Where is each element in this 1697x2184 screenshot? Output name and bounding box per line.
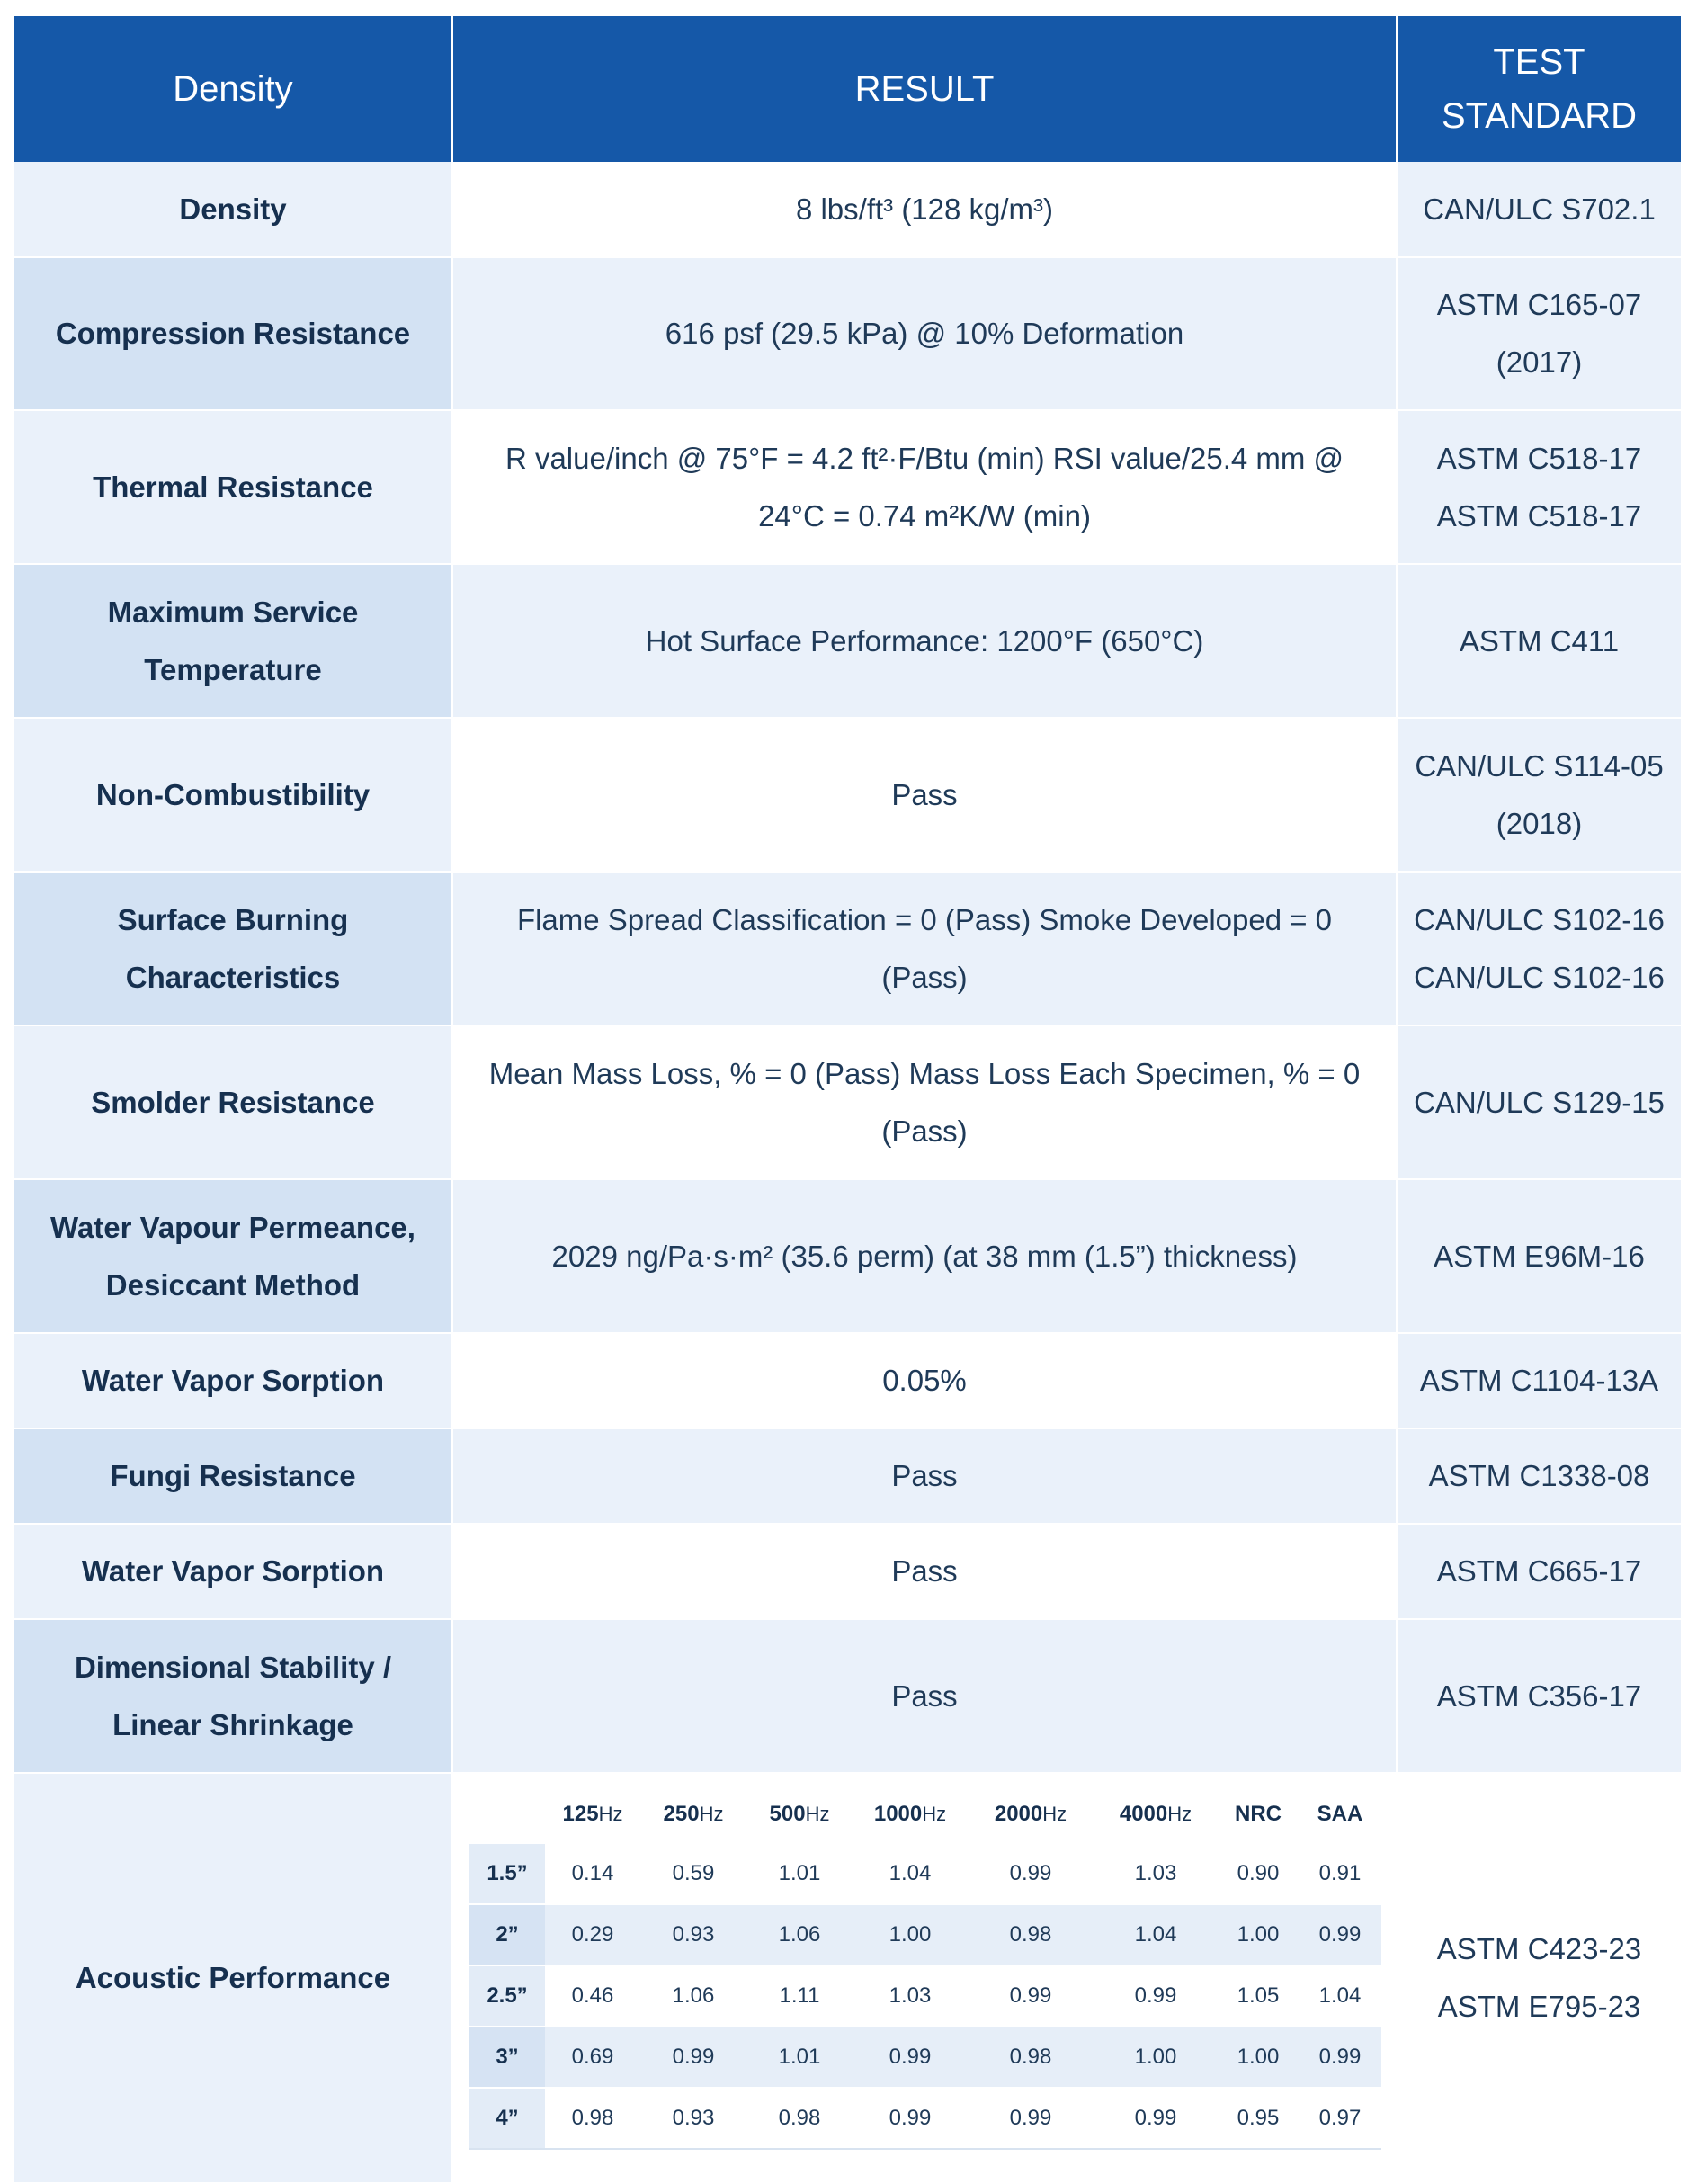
- acoustic-value-cell: 1.04: [1094, 1904, 1218, 1965]
- acoustic-col-header: [853, 1785, 968, 1844]
- standard-line: CAN/ULC S702.1: [1423, 192, 1656, 226]
- acoustic-col-header: [746, 1785, 853, 1844]
- standard-line: CAN/ULC S129-15: [1414, 1085, 1665, 1119]
- acoustic-value-cell: 1.01: [746, 1844, 853, 1904]
- acoustic-value-cell: 0.99: [968, 1965, 1094, 2027]
- table-row: [14, 564, 1681, 718]
- acoustic-value-cell: 0.98: [545, 2088, 640, 2149]
- result-cell: 2029 ng/Pa·s·m² (35.6 perm) (at 38 mm (1.5”) thickness): [452, 1179, 1397, 1333]
- acoustic-col-num: 125: [562, 1802, 599, 1826]
- acoustic-value-cell: 1.06: [640, 1965, 746, 2027]
- result-cell: 8 lbs/ft³ (128 kg/m³): [452, 162, 1397, 257]
- acoustic-value-cell: 1.06: [746, 1904, 853, 1965]
- acoustic-value-cell: 0.91: [1299, 1844, 1381, 1904]
- acoustic-table: [469, 1785, 1381, 2150]
- standard-cell: [1397, 1179, 1681, 1333]
- acoustic-col-num: 1000: [873, 1802, 923, 1826]
- result-cell: Mean Mass Loss, % = 0 (Pass) Mass Loss Each Specimen, % = 0 (Pass): [452, 1025, 1397, 1179]
- standard-cell: [1397, 410, 1681, 564]
- acoustic-value-cell: 0.93: [640, 2088, 746, 2149]
- result-cell: 0.05%: [452, 1333, 1397, 1428]
- property-cell: Smolder Resistance: [14, 1025, 452, 1179]
- acoustic-row: [14, 1773, 1681, 2183]
- acoustic-value-cell: 1.04: [853, 1844, 968, 1904]
- standard-cell: [1397, 257, 1681, 410]
- acoustic-value-cell: 0.98: [968, 2027, 1094, 2088]
- header-row: [14, 16, 1681, 162]
- standard-line: ASTM C356-17: [1436, 1678, 1642, 1713]
- standard-line: ASTM E795-23: [1437, 1990, 1641, 2023]
- acoustic-value-cell: 1.00: [853, 1904, 968, 1965]
- acoustic-value-cell: 0.99: [853, 2088, 968, 2149]
- acoustic-value-cell: 0.99: [1094, 1965, 1218, 2027]
- header-property: Density: [14, 16, 452, 162]
- acoustic-col-header: [1094, 1785, 1218, 1844]
- header-test-standard-line2: STANDARD: [1441, 96, 1638, 136]
- standard-line: CAN/ULC S102-16: [1414, 960, 1665, 994]
- acoustic-col-num: SAA: [1317, 1802, 1363, 1826]
- acoustic-thickness-label: 2”: [469, 1904, 545, 1965]
- acoustic-thickness-label: 2.5”: [469, 1965, 545, 2027]
- table-row: [14, 257, 1681, 410]
- acoustic-thickness-label: 4”: [469, 2088, 545, 2149]
- standard-line: CAN/ULC S114-05: [1415, 748, 1664, 783]
- table-row: [14, 1025, 1681, 1179]
- table-row: [14, 1428, 1681, 1524]
- acoustic-col-unit: Hz: [1042, 1803, 1067, 1825]
- standard-cell: [1397, 564, 1681, 718]
- result-cell: Pass: [452, 1524, 1397, 1619]
- acoustic-value-cell: 0.93: [640, 1904, 746, 1965]
- acoustic-value-cell: 0.99: [640, 2027, 746, 2088]
- acoustic-value-cell: 1.00: [1094, 2027, 1218, 2088]
- acoustic-value-cell: 1.01: [746, 2027, 853, 2088]
- acoustic-value-cell: 0.46: [545, 1965, 640, 2027]
- acoustic-col-num: NRC: [1235, 1802, 1282, 1826]
- acoustic-value-cell: 0.59: [640, 1844, 746, 1904]
- acoustic-col-header: [640, 1785, 746, 1844]
- acoustic-value-cell: 1.05: [1218, 1965, 1299, 2027]
- standard-cell: [1397, 1428, 1681, 1524]
- standard-cell: [1397, 162, 1681, 257]
- standard-cell: [1397, 1773, 1681, 2183]
- acoustic-col-num: 2000: [994, 1802, 1043, 1826]
- property-cell: Density: [14, 162, 452, 257]
- acoustic-col-num: 500: [769, 1802, 806, 1826]
- acoustic-data-row: [469, 1904, 1381, 1965]
- acoustic-value-cell: 1.11: [746, 1965, 853, 2027]
- standard-cell: [1397, 718, 1681, 872]
- table-row: [14, 1524, 1681, 1619]
- acoustic-value-cell: 0.98: [968, 1904, 1094, 1965]
- header-test-standard: [1397, 16, 1681, 162]
- acoustic-data-row: [469, 1965, 1381, 2027]
- acoustic-col-unit: Hz: [922, 1803, 947, 1825]
- spec-table: [14, 16, 1681, 2184]
- result-cell: Pass: [452, 1428, 1397, 1524]
- acoustic-header-row: [469, 1785, 1381, 1844]
- table-row: [14, 1179, 1681, 1333]
- acoustic-col-header: [1299, 1785, 1381, 1844]
- acoustic-value-cell: 0.14: [545, 1844, 640, 1904]
- acoustic-value-cell: 0.99: [968, 2088, 1094, 2149]
- acoustic-value-cell: 0.95: [1218, 2088, 1299, 2149]
- result-cell: 616 psf (29.5 kPa) @ 10% Deformation: [452, 257, 1397, 410]
- standard-line: ASTM C518-17: [1436, 441, 1642, 475]
- property-cell: Compression Resistance: [14, 257, 452, 410]
- result-cell: Pass: [452, 718, 1397, 872]
- acoustic-col-header: [968, 1785, 1094, 1844]
- table-row: [14, 718, 1681, 872]
- result-cell: Hot Surface Performance: 1200°F (650°C): [452, 564, 1397, 718]
- acoustic-value-cell: 1.04: [1299, 1965, 1381, 2027]
- acoustic-col-unit: Hz: [805, 1803, 830, 1825]
- header-test-standard-line1: TEST: [1493, 42, 1585, 82]
- standard-line: (2017): [1496, 345, 1583, 379]
- standard-line: ASTM C411: [1459, 623, 1620, 658]
- acoustic-value-cell: 0.99: [1299, 2027, 1381, 2088]
- acoustic-value-cell: 0.97: [1299, 2088, 1381, 2149]
- acoustic-value-cell: 0.99: [1094, 2088, 1218, 2149]
- table-row: [14, 872, 1681, 1025]
- property-cell: Fungi Resistance: [14, 1428, 452, 1524]
- property-cell: Acoustic Performance: [14, 1773, 452, 2183]
- standard-cell: [1397, 1524, 1681, 1619]
- property-cell: Dimensional Stability / Linear Shrinkage: [14, 1619, 452, 1773]
- acoustic-data-row: [469, 2027, 1381, 2088]
- acoustic-col-unit: Hz: [1167, 1803, 1192, 1825]
- standard-line: ASTM C1104-13A: [1419, 1364, 1659, 1397]
- acoustic-value-cell: 0.99: [968, 1844, 1094, 1904]
- result-cell: Pass: [452, 1619, 1397, 1773]
- acoustic-corner: [469, 1785, 545, 1844]
- acoustic-thickness-label: 3”: [469, 2027, 545, 2088]
- acoustic-col-num: 250: [663, 1802, 700, 1826]
- acoustic-value-cell: 0.29: [545, 1904, 640, 1965]
- acoustic-data-row: [469, 2088, 1381, 2149]
- property-cell: Water Vapour Permeance, Desiccant Method: [14, 1179, 452, 1333]
- acoustic-col-unit: Hz: [598, 1803, 623, 1825]
- standard-line: (2018): [1496, 806, 1583, 840]
- acoustic-value-cell: 1.03: [1094, 1844, 1218, 1904]
- property-cell: Water Vapor Sorption: [14, 1333, 452, 1428]
- standard-line: ASTM C423-23: [1436, 1932, 1642, 1965]
- acoustic-thickness-label: 1.5”: [469, 1844, 545, 1904]
- acoustic-body: [469, 1844, 1381, 2149]
- standard-cell: [1397, 1025, 1681, 1179]
- standard-cell: [1397, 872, 1681, 1025]
- property-cell: Water Vapor Sorption: [14, 1524, 452, 1619]
- spec-table-container: [14, 16, 1681, 2184]
- acoustic-value-cell: 0.99: [853, 2027, 968, 2088]
- header-result: RESULT: [452, 16, 1397, 162]
- standard-cell: [1397, 1333, 1681, 1428]
- acoustic-value-cell: 0.99: [1299, 1904, 1381, 1965]
- result-cell: Flame Spread Classification = 0 (Pass) Smoke Developed = 0 (Pass): [452, 872, 1397, 1025]
- standard-cell: [1397, 1619, 1681, 1773]
- acoustic-value-cell: 1.03: [853, 1965, 968, 2027]
- table-row: [14, 1619, 1681, 1773]
- acoustic-col-num: 4000: [1119, 1802, 1168, 1826]
- standard-line: ASTM C1338-08: [1428, 1459, 1650, 1492]
- acoustic-result-cell: [452, 1773, 1397, 2183]
- standard-line: ASTM C665-17: [1436, 1554, 1642, 1588]
- standard-line: ASTM C518-17: [1436, 498, 1642, 533]
- property-cell: Thermal Resistance: [14, 410, 452, 564]
- acoustic-data-row: [469, 1844, 1381, 1904]
- acoustic-value-cell: 0.69: [545, 2027, 640, 2088]
- acoustic-col-unit: Hz: [699, 1803, 724, 1825]
- property-cell: Maximum Service Temperature: [14, 564, 452, 718]
- standard-line: ASTM E96M-16: [1434, 1239, 1645, 1273]
- acoustic-value-cell: 0.90: [1218, 1844, 1299, 1904]
- table-row: [14, 410, 1681, 564]
- table-row: [14, 1333, 1681, 1428]
- acoustic-value-cell: 1.00: [1218, 2027, 1299, 2088]
- standard-line: ASTM C165-07: [1436, 288, 1642, 321]
- acoustic-value-cell: 0.98: [746, 2088, 853, 2149]
- result-cell: R value/inch @ 75°F = 4.2 ft²·F/Btu (min) RSI value/25.4 mm @ 24°C = 0.74 m²K/W (min): [452, 410, 1397, 564]
- property-cell: Non-Combustibility: [14, 718, 452, 872]
- table-row: [14, 162, 1681, 257]
- acoustic-col-header: [1218, 1785, 1299, 1844]
- acoustic-col-header: [545, 1785, 640, 1844]
- property-cell: Surface Burning Characteristics: [14, 872, 452, 1025]
- acoustic-value-cell: 1.00: [1218, 1904, 1299, 1965]
- standard-line: CAN/ULC S102-16: [1414, 902, 1665, 936]
